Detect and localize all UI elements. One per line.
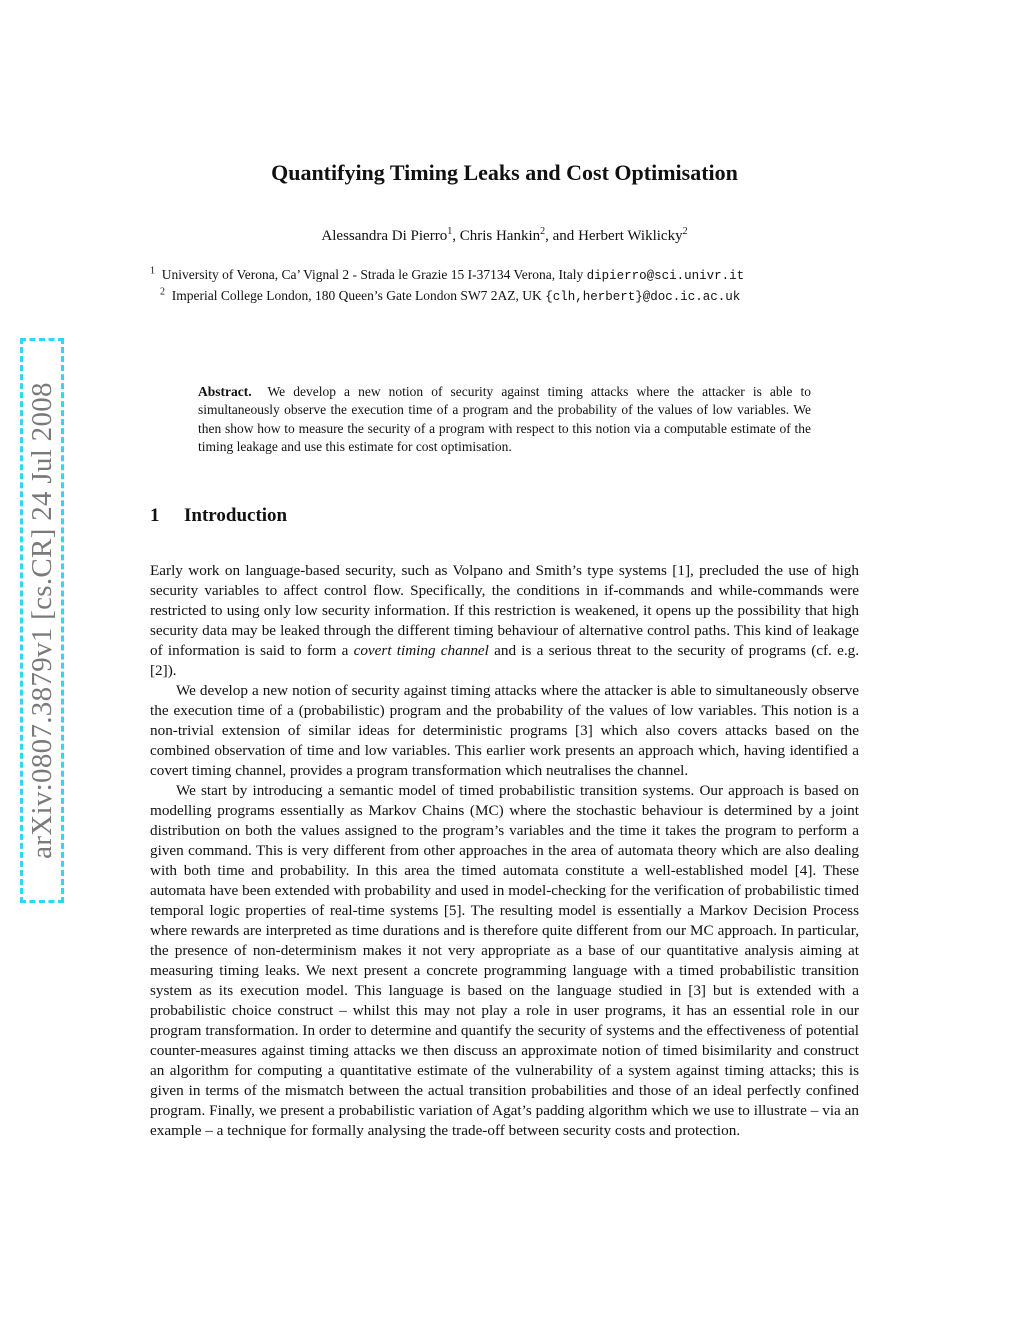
author-name: Herbert Wiklicky xyxy=(578,228,683,244)
affiliation-text: Imperial College London, 180 Queen’s Gate London SW7 2AZ, UK xyxy=(171,288,542,303)
author-name: Alessandra Di Pierro xyxy=(321,228,448,244)
arxiv-stamp-text: arXiv:0807.3879v1 [cs.CR] 24 Jul 2008 xyxy=(25,382,58,859)
paragraph-text: and is a serious threat to the security of programs (cf. e.g. [2]). xyxy=(150,641,860,679)
author-separator: , and xyxy=(545,228,579,244)
affiliation-mark: 2 xyxy=(540,226,546,237)
affiliation-line xyxy=(150,265,859,286)
affiliation-mark: 1 xyxy=(150,265,155,277)
abstract xyxy=(198,383,811,457)
paragraph xyxy=(150,561,859,681)
author-list xyxy=(150,228,859,245)
paper-title: Quantifying Timing Leaks and Cost Optimisation xyxy=(271,160,738,185)
affiliation-text: University of Verona, Ca’ Vignal 2 - Strada le Grazie 15 I-37134 Verona, Italy xyxy=(161,267,584,282)
paragraph: We develop a new notion of security against timing attacks where the attacker is able to simultaneously observe the execution time of a (probabilistic) program and the probability of the values of low variables. This notion is a non-trivial extension of similar ideas for deterministic programs [3] which also covers attacks based on the combined observation of time and low variables. This earlier work presents an approach which, having identified a covert timing channel, provides a program transformation which neutralises the channel. xyxy=(150,681,859,779)
author-email[interactable]: {clh,herbert}@doc.ic.ac.uk xyxy=(545,290,741,304)
section-title: Introduction xyxy=(184,504,288,526)
section-number: 1 xyxy=(150,504,160,526)
author-name: Chris Hankin xyxy=(459,228,541,244)
affiliation-mark: 1 xyxy=(447,226,453,237)
section-heading xyxy=(150,505,859,527)
abstract-text: We develop a new notion of security against timing attacks where the attacker is able to simultaneously observe the execution time of a program and the probability of the values of low variables. We then show how to measure the security of a program with respect to this notion via a computable estimate of the timing leakage and use this estimate for cost optimisation. xyxy=(198,384,811,455)
paper-page xyxy=(150,160,859,1141)
author-separator: , xyxy=(452,228,460,244)
section-body xyxy=(150,561,859,1141)
paragraph-text: Early work on language-based security, such as Volpano and Smith’s type systems [1], precluded the use of high security variables to affect control flow. Specifically, the conditions in if-commands and while-commands were restricted to using only low security information. If this restriction is weakened, it opens up the possibility that high security data may be leaked through the different timing behaviour of alternative control paths. This kind of leakage of information is said to form a xyxy=(150,561,859,659)
paragraph: We start by introducing a semantic model of timed probabilistic transition systems. Our approach is based on modelling programs essentially as Markov Chains (MC) where the stochastic behaviour is determined by a joint distribution on both the values assigned to the program’s variables and the time it takes the program to perform a given command. This is very different from other approaches in the area of automata theory which are also dealing with both time and probability. In this area the timed automata constitute a well-established model [4]. These automata have been extended with probability and used in model-checking for the verification of probabilistic timed temporal logic properties of real-time systems [5]. The resulting model is essentially a Markov Decision Process where rewards are interpreted as time durations and is therefore quite different from our MC approach. In particular, the presence of non-determinism makes it not very appropriate as a base of our quantitative analysis aiming at measuring timing leaks. We next present a concrete programming language with a timed probabilistic transition system as its execution model. This language is based on the language studied in [3] but is extended with a probabilistic choice construct – whilst this may not play a role in user programs, it has an essential role in our program transformation. In order to determine and quantify the security of systems and the effectiveness of potential counter-measures against timing attacks we then discuss an approximate notion of timed bisimilarity and construct an algorithm for computing a quantitative estimate of the vulnerability of a system against timing attacks; this is given in terms of the mismatch between the actual transition probabilities and those of an ideal perfectly confined program. Finally, we present a probabilistic variation of Agat’s padding algorithm which we use to illustrate – via an example – a technique for formally analysing the trade-off between security costs and protection. xyxy=(150,781,859,1139)
affiliation-line xyxy=(150,286,859,307)
emphasis-term: covert timing channel xyxy=(353,641,489,659)
affiliation-mark: 2 xyxy=(160,286,165,298)
abstract-label: Abstract. xyxy=(198,384,252,399)
affiliations xyxy=(150,265,859,307)
arxiv-stamp xyxy=(20,338,64,903)
author-email[interactable]: dipierro@sci.univr.it xyxy=(586,269,745,283)
affiliation-mark: 2 xyxy=(682,226,688,237)
